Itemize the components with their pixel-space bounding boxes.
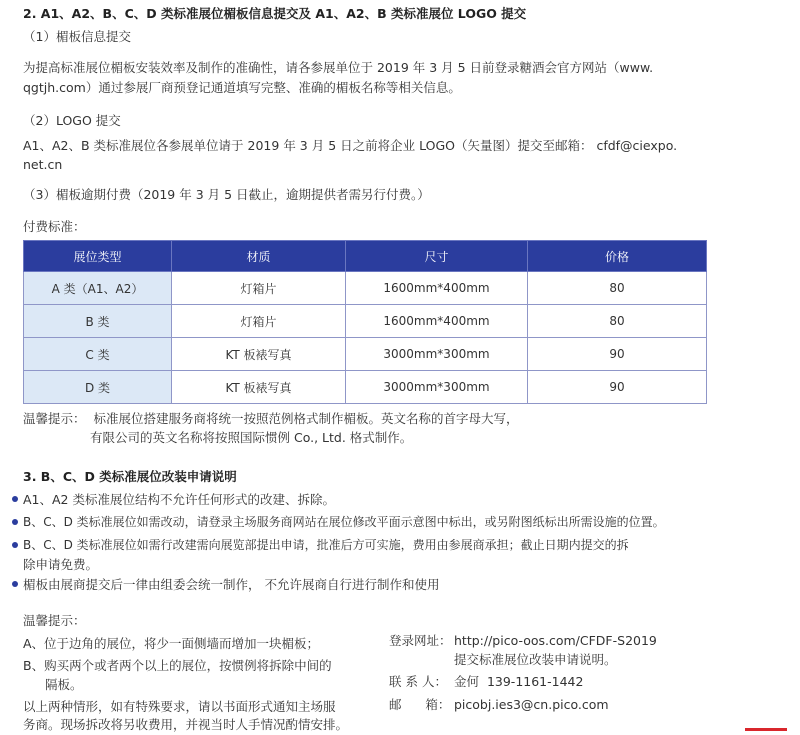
site-label: 登录网址： xyxy=(389,633,452,648)
site-link[interactable]: http://pico-oos.com/CFDF-S2019 xyxy=(454,633,657,648)
person-value: 金何 139-1161-1442 xyxy=(454,674,584,689)
person-label: 联 系 人： xyxy=(389,674,447,689)
fee-table xyxy=(23,240,707,404)
header-size: 尺寸 xyxy=(346,241,528,272)
sub2-text-line2: net.cn xyxy=(23,157,63,172)
section-2-title: 2. A1、A2、B、C、D 类标准展位楣板信息提交及 A1、A2、B 类标准展位 LOGO 提交 xyxy=(23,6,527,21)
table-row xyxy=(24,338,707,371)
sub2-title: （2）LOGO 提交 xyxy=(23,113,121,128)
cell-size: 3000mm*300mm xyxy=(346,371,528,404)
bullet-3-line2: 除申请免费。 xyxy=(23,557,99,572)
tip1-line2: 有限公司的英文名称将按照国际惯例 Co., Ltd. 格式制作。 xyxy=(90,430,413,445)
site-note: 提交标准展位改装申请说明。 xyxy=(454,652,617,667)
email-label: 邮 箱： xyxy=(389,697,451,712)
bullet-dot xyxy=(12,496,18,502)
tip2-b-line2: 隔板。 xyxy=(45,677,83,692)
tip2-b-line1: B、购买两个或者两个以上的展位，按惯例将拆除中间的 xyxy=(23,658,332,673)
tip2-title: 温馨提示： xyxy=(23,613,86,628)
cell-material: 灯箱片 xyxy=(172,272,346,305)
sub1-text-line2: qgtjh.com）通过参展厂商预登记通道填写完整、准确的楣板名称等相关信息。 xyxy=(23,80,461,95)
bullet-4: 楣板由展商提交后一律由组委会统一制作， 不允许展商自行进行制作和使用 xyxy=(23,577,440,592)
cell-price: 80 xyxy=(528,272,707,305)
fee-label: 付费标准： xyxy=(23,219,86,234)
cell-size: 1600mm*400mm xyxy=(346,272,528,305)
sub1-text-line1: 为提高标准展位楣板安装效率及制作的准确性，请各参展单位于 2019 年 3 月 5 日前登录糖酒会官方网站（www. xyxy=(23,60,654,75)
email-link[interactable]: picobj.ies3@cn.pico.com xyxy=(454,697,609,712)
cell-booth-type: D 类 xyxy=(24,371,172,404)
cell-size: 1600mm*400mm xyxy=(346,305,528,338)
bullet-dot xyxy=(12,581,18,587)
table-row xyxy=(24,272,707,305)
table-row xyxy=(24,371,707,404)
accent-bar xyxy=(745,728,787,731)
bullet-2: B、C、D 类标准展位如需改动，请登录主场服务商网站在展位修改平面示意图中标出，或另附图纸标出所需设施的位置。 xyxy=(23,515,665,529)
header-price: 价格 xyxy=(528,241,707,272)
tip2-c-line1: 以上两种情形，如有特殊要求，请以书面形式通知主场服 xyxy=(23,699,336,714)
cell-material: KT 板裱写真 xyxy=(172,338,346,371)
bullet-3-line1: B、C、D 类标准展位如需行改建需向展览部提出申请，批准后方可实施，费用由参展商承担；截止日期内提交的拆 xyxy=(23,538,629,552)
cell-price: 90 xyxy=(528,371,707,404)
header-material: 材质 xyxy=(172,241,346,272)
bullet-dot xyxy=(12,519,18,525)
cell-price: 90 xyxy=(528,338,707,371)
bullet-1: A1、A2 类标准展位结构不允许任何形式的改建、拆除。 xyxy=(23,492,335,507)
cell-size: 3000mm*300mm xyxy=(346,338,528,371)
tip2-a: A、位于边角的展位，将少一面侧墙而增加一块楣板； xyxy=(23,636,320,651)
cell-price: 80 xyxy=(528,305,707,338)
cell-material: KT 板裱写真 xyxy=(172,371,346,404)
header-booth-type: 展位类型 xyxy=(24,241,172,272)
fee-table-header-row xyxy=(24,241,707,272)
sub2-text-line1: A1、A2、B 类标准展位各参展单位请于 2019 年 3 月 5 日之前将企业 LOGO（矢量图）提交至邮箱： cfdf@ciexpo. xyxy=(23,138,678,153)
bullet-dot xyxy=(12,542,18,548)
sub3-title: （3）楣板逾期付费（2019 年 3 月 5 日截止，逾期提供者需另行付费。） xyxy=(23,187,430,202)
cell-booth-type: B 类 xyxy=(24,305,172,338)
cell-booth-type: C 类 xyxy=(24,338,172,371)
table-row xyxy=(24,305,707,338)
cell-material: 灯箱片 xyxy=(172,305,346,338)
sub1-title: （1）楣板信息提交 xyxy=(23,29,131,44)
section-3-title: 3. B、C、D 类标准展位改装申请说明 xyxy=(23,469,237,484)
cell-booth-type: A 类（A1、A2） xyxy=(24,272,172,305)
tip2-c-line2: 务商。现场拆改将另收费用，并视当时人手情况酌情安排。 xyxy=(23,717,349,732)
tip1-line1: 温馨提示： 标准展位搭建服务商将统一按照范例格式制作楣板。英文名称的首字母大写， xyxy=(23,411,519,426)
